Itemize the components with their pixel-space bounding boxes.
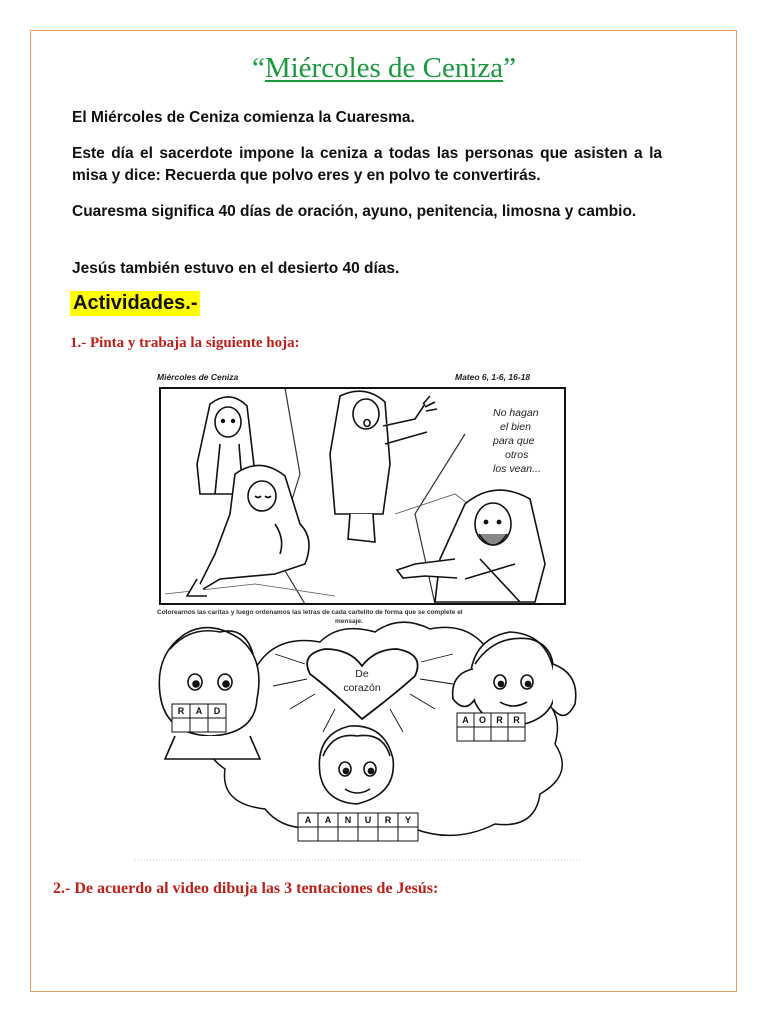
letter-box-rad — [172, 704, 226, 732]
child-bottom — [319, 726, 393, 804]
scrambled-letter: Y — [404, 815, 412, 825]
title-text: Miércoles de Ceniza — [264, 52, 504, 84]
scrambled-letter: R — [513, 715, 520, 725]
worksheet-header-left: Miércoles de Ceniza — [157, 372, 239, 382]
scrambled-letter: A — [462, 715, 469, 725]
answer-cell — [318, 827, 338, 841]
speech-line-2: el bien — [500, 421, 531, 433]
paragraph-2: Este día el sacerdote impone la ceniza a todas las personas que asisten a la misa y dice: Recuerda que polvo eres y en polvo te convertirás. — [72, 145, 662, 184]
answer-cell — [190, 718, 208, 732]
answer-cell — [508, 727, 525, 741]
answer-cell — [208, 718, 226, 732]
heart-line-2: corazón — [343, 682, 381, 694]
scrambled-letter: N — [344, 815, 352, 825]
speech-line-5: los vean... — [493, 463, 541, 475]
coloring-worksheet — [135, 364, 580, 864]
title-close-quote: ” — [503, 52, 517, 84]
activity-2-label: 2.- De acuerdo al video dibuja las 3 tentaciones de Jesús: — [53, 880, 439, 897]
scrambled-letter: R — [177, 706, 185, 716]
activities-heading: Actividades.- — [70, 291, 200, 316]
scrambled-letter: R — [496, 715, 503, 725]
answer-cell — [491, 727, 508, 741]
answer-cell — [457, 727, 474, 741]
scrambled-letter: A — [195, 706, 203, 716]
speech-line-1: No hagan — [493, 407, 539, 419]
paragraph-4: Jesús también estuvo en el desierto 40 días. — [72, 260, 400, 277]
letter-box-aanury — [298, 813, 418, 841]
letter-box-aorr — [457, 713, 525, 741]
answer-cell — [474, 727, 491, 741]
answer-cell — [358, 827, 378, 841]
answer-cell — [298, 827, 318, 841]
worksheet-header-right: Mateo 6, 1-6, 16-18 — [455, 372, 531, 382]
answer-cell — [338, 827, 358, 841]
scrambled-letter: D — [213, 706, 221, 716]
scrambled-letter: A — [324, 815, 332, 825]
child-left — [159, 628, 260, 759]
scrambled-letter: R — [384, 815, 392, 825]
paragraph-1: El Miércoles de Ceniza comienza la Cuaresma. — [72, 109, 415, 126]
scrambled-letter: A — [304, 815, 312, 825]
instruction-line-1: Colorearnos las caritas y luego ordenamos las letras de cada cartelito de forma que se complete el — [157, 609, 463, 616]
paragraph-3: Cuaresma significa 40 días de oración, ayuno, penitencia, limosna y cambio. — [72, 203, 637, 220]
instruction-line-2: mensaje. — [335, 618, 363, 625]
speech-bubble — [492, 407, 541, 475]
page-title — [0, 52, 768, 85]
scrambled-letter: O — [478, 715, 487, 725]
scrambled-letter: U — [364, 815, 372, 825]
heart-line-1: De — [355, 668, 369, 680]
speech-line-4: otros — [505, 449, 529, 461]
activity-1-label: 1.- Pinta y trabaja la siguiente hoja: — [70, 335, 300, 351]
answer-cell — [172, 718, 190, 732]
answer-cell — [378, 827, 398, 841]
answer-cell — [398, 827, 418, 841]
speech-line-3: para que — [493, 435, 535, 447]
title-open-quote: “ — [251, 52, 265, 84]
